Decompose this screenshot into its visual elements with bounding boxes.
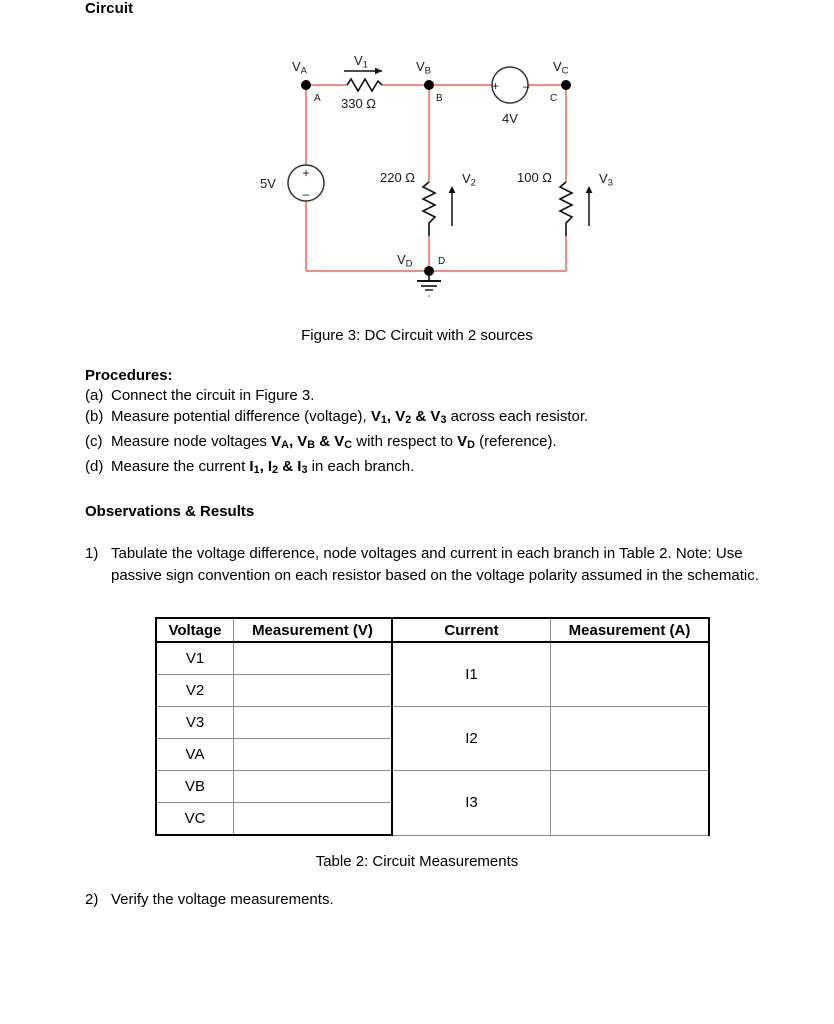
resistor-r2 <box>380 170 476 236</box>
procedure-item-d <box>85 456 745 481</box>
header-voltage: Voltage <box>156 618 234 642</box>
node-a-pin-label: A <box>314 93 321 104</box>
circuit-schematic <box>240 40 640 305</box>
measurements-table <box>155 617 710 836</box>
procedure-item-b <box>85 406 745 431</box>
procedure-d-label: (d) <box>85 457 104 475</box>
voltage-name-vb: VB <box>156 771 234 803</box>
ground-icon <box>417 271 441 296</box>
r2-voltage-label: V2 <box>462 171 476 189</box>
node-c <box>550 59 571 104</box>
source-4v-plus: + <box>492 79 500 93</box>
current-name-i1: I1 <box>392 642 551 707</box>
node-b-pin-label: B <box>436 93 443 104</box>
procedure-a-text: Connect the circuit in Figure 3. <box>111 387 315 404</box>
node-c-pin-label: C <box>550 93 558 104</box>
source-5v <box>260 165 324 201</box>
procedure-c-text: Measure node voltages VA, VB & VC with respect to VD (reference). <box>111 432 557 451</box>
procedures-heading: Procedures: <box>85 367 173 384</box>
v3-arrow <box>586 186 593 226</box>
node-a-voltage-label: VA <box>292 59 308 77</box>
voltage-measurement-va[interactable] <box>234 739 393 771</box>
voltage-name-vc: VC <box>156 803 234 836</box>
figure-caption: Figure 3: DC Circuit with 2 sources <box>301 327 533 344</box>
source-5v-plus: + <box>302 166 310 180</box>
table-header-row <box>156 618 709 642</box>
current-measurement-i3[interactable] <box>551 771 710 836</box>
observations-item-1-line2: Note: Use passive sign convention on each resistor based on the voltage polarity <box>111 545 743 584</box>
procedure-d-text: Measure the current I1, I2 & I3 in each branch. <box>111 457 415 476</box>
voltage-measurement-v3[interactable] <box>234 707 393 739</box>
procedure-b-label: (b) <box>85 408 104 425</box>
source-4v-minus: – <box>523 79 530 93</box>
table-row <box>156 642 709 675</box>
table-row <box>156 707 709 739</box>
resistor-r3 <box>517 170 613 236</box>
procedure-item-a <box>85 385 745 406</box>
header-measurement-a: Measurement (A) <box>551 618 710 642</box>
procedure-a-label: (a) <box>85 387 104 404</box>
procedure-c-label: (c) <box>85 432 103 450</box>
r3-voltage-label: V3 <box>599 171 613 189</box>
observations-item-2-number: 2) <box>85 891 99 908</box>
observations-item-1-number: 1) <box>85 545 99 562</box>
r2-value-label: 220 Ω <box>380 170 416 185</box>
voltage-measurement-vb[interactable] <box>234 771 393 803</box>
source-4v <box>492 67 530 126</box>
source-4v-label: 4V <box>502 111 518 126</box>
current-name-i2: I2 <box>392 707 551 771</box>
voltage-name-v3: V3 <box>156 707 234 739</box>
table-caption: Table 2: Circuit Measurements <box>315 853 519 870</box>
source-5v-minus: – <box>302 187 310 201</box>
voltage-name-v2: V2 <box>156 675 234 707</box>
observations-item-2-text: Verify the voltage measurements. <box>111 891 334 908</box>
r1-voltage-label: V1 <box>354 53 368 71</box>
current-name-i3: I3 <box>392 771 551 836</box>
current-measurement-i2[interactable] <box>551 707 710 771</box>
node-b-voltage-label: VB <box>416 59 432 77</box>
voltage-measurement-v1[interactable] <box>234 642 393 675</box>
header-measurement-v: Measurement (V) <box>234 618 393 642</box>
table-row <box>156 771 709 803</box>
observations-heading: Observations & Results <box>85 503 255 520</box>
voltage-name-v1: V1 <box>156 642 234 675</box>
observations-item-2 <box>85 889 685 910</box>
observations-item-1 <box>85 543 765 586</box>
node-d-voltage-label: VD <box>397 252 413 270</box>
observations-item-1-line3: assumed in the schematic. <box>581 566 759 584</box>
node-c-voltage-label: VC <box>553 59 569 77</box>
observations-item-1-body <box>111 543 765 586</box>
v2-arrow <box>449 186 456 226</box>
node-d <box>397 252 445 296</box>
current-measurement-i1[interactable] <box>551 642 710 707</box>
voltage-measurement-v2[interactable] <box>234 675 393 707</box>
procedure-item-c <box>85 431 745 456</box>
procedure-b-text: Measure potential difference (voltage), V1, V2 & V3 across each resistor. <box>111 408 589 426</box>
node-d-pin-label: D <box>438 256 446 267</box>
page-title: Circuit <box>85 0 134 17</box>
resistor-r1 <box>341 53 382 111</box>
r3-value-label: 100 Ω <box>517 170 553 185</box>
header-current: Current <box>392 618 551 642</box>
voltage-name-va: VA <box>156 739 234 771</box>
observations-item-1-line1: Tabulate the voltage difference, node voltages and current in each branch in Table 2. <box>111 545 672 562</box>
r1-value-label: 330 Ω <box>341 96 377 111</box>
procedures-section <box>85 367 745 481</box>
voltage-measurement-vc[interactable] <box>234 803 393 836</box>
source-5v-label: 5V <box>260 176 276 191</box>
